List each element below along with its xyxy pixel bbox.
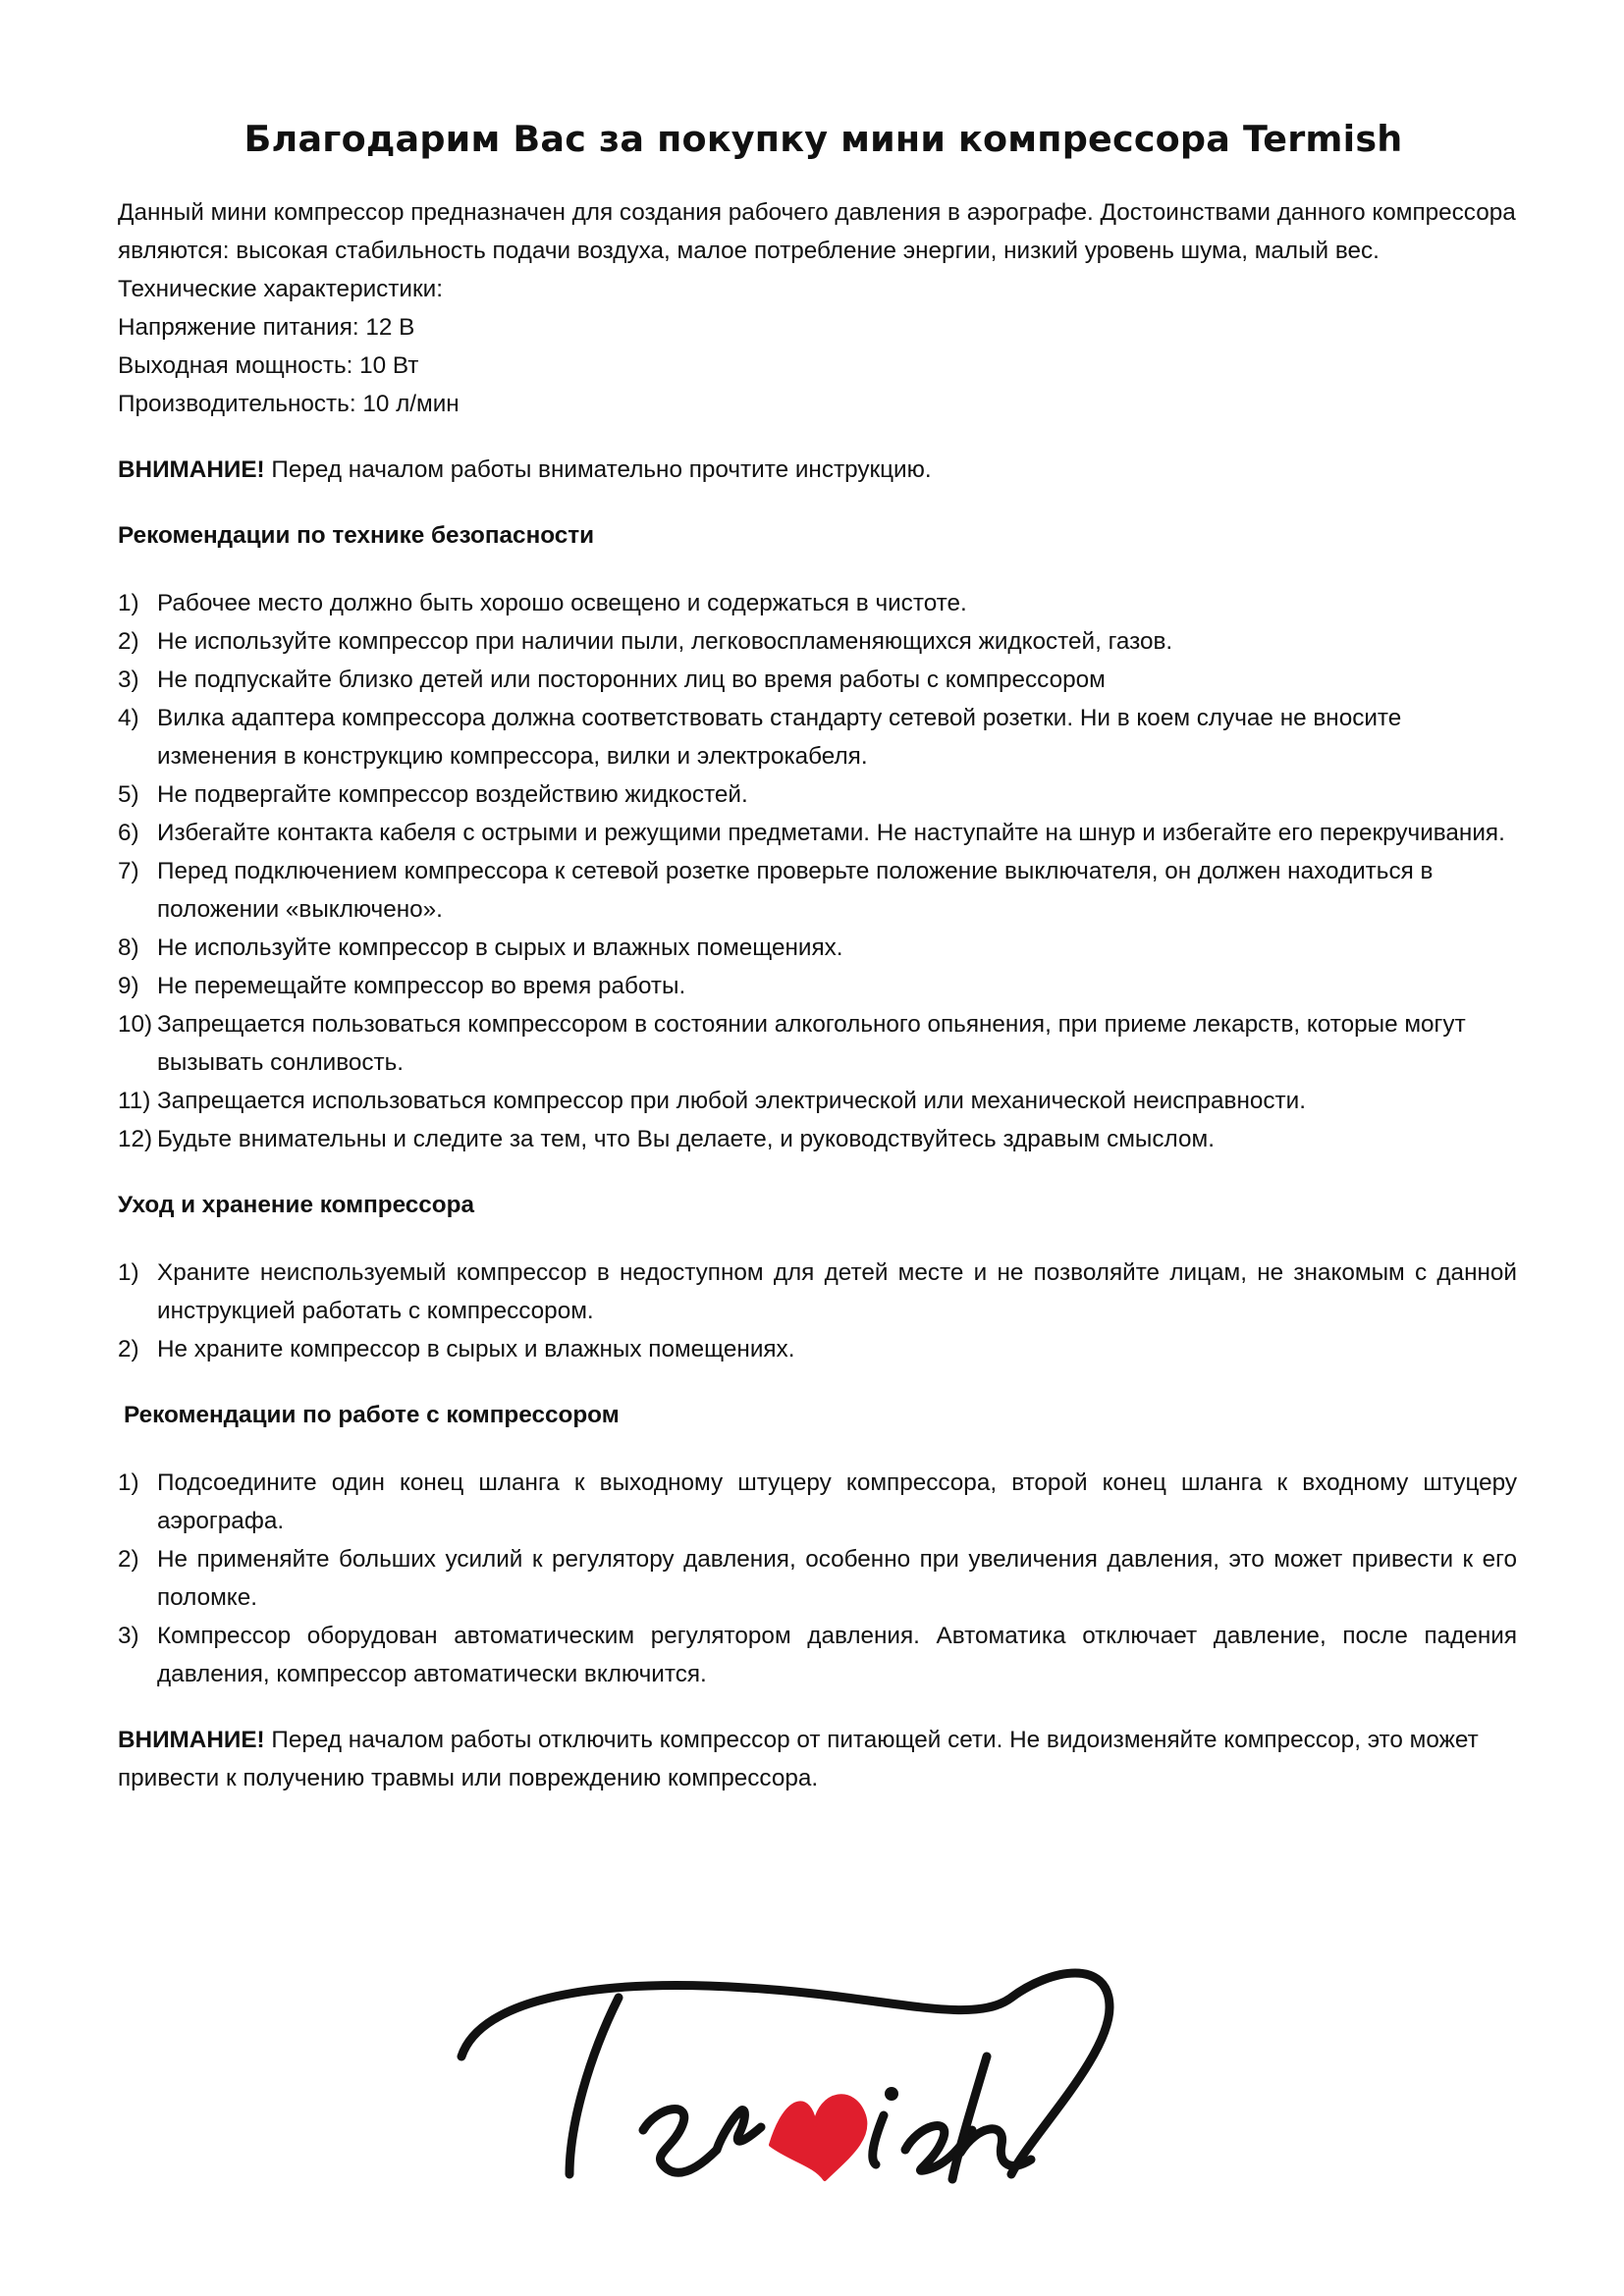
termish-logo — [422, 1939, 1208, 2194]
care-heading: Уход и хранение компрессора — [118, 1192, 474, 1218]
list-item — [118, 1005, 1517, 1082]
warning-text: Перед началом работы внимательно прочтите инструкцию. — [264, 456, 932, 483]
list-text: Не перемещайте компрессор во время работы. — [157, 973, 686, 999]
list-text: Избегайте контакта кабеля с острыми и режущими предметами. Не наступайте на шнур и избегайте его перекручивания. — [157, 820, 1505, 846]
list-item — [118, 699, 1517, 775]
list-number: 3) — [118, 667, 139, 693]
list-item — [118, 1254, 1517, 1330]
list-number: 2) — [118, 1546, 139, 1573]
list-number: 11) — [118, 1088, 151, 1114]
warning-notice-2 — [118, 1721, 1517, 1797]
list-item — [118, 1082, 1517, 1120]
warning-label: ВНИМАНИЕ! — [118, 456, 265, 483]
list-text: Рабочее место должно быть хорошо освещено и содержаться в чистоте. — [157, 590, 967, 616]
list-number: 9) — [118, 973, 139, 999]
list-number: 1) — [118, 590, 139, 616]
list-item — [118, 852, 1517, 929]
list-text: Не подпускайте близко детей или посторонних лиц во время работы с компрессором — [157, 667, 1106, 693]
warning-label: ВНИМАНИЕ! — [118, 1727, 265, 1753]
list-number: 7) — [118, 858, 139, 884]
list-text: Запрещается пользоваться компрессором в состоянии алкогольного опьянения, при приеме лекарств, которые могут вызывать сонливость. — [157, 1011, 1466, 1076]
list-text: Не храните компрессор в сырых и влажных помещениях. — [157, 1336, 795, 1362]
list-item — [118, 775, 1517, 814]
safety-heading: Рекомендации по технике безопасности — [118, 522, 595, 549]
spec-voltage: Напряжение питания: 12 В — [118, 314, 415, 341]
list-text: Вилка адаптера компрессора должна соответствовать стандарту сетевой розетки. Ни в коем случае не вносите изменения в конструкцию компрессора, вилки и электрокабеля. — [157, 705, 1402, 770]
list-number: 5) — [118, 781, 139, 808]
list-number: 2) — [118, 1336, 139, 1362]
intro-description: Данный мини компрессор предназначен для создания рабочего давления в аэрографе. Достоинствами данного компрессора являются: высокая стабильность подачи воздуха, малое потребление энергии, низкий уровень шума, малый вес. — [118, 199, 1516, 264]
list-number: 2) — [118, 628, 139, 655]
list-text: Не подвергайте компрессор воздействию жидкостей. — [157, 781, 748, 808]
warning-text: Перед началом работы отключить компрессор от питающей сети. Не видоизменяйте компрессор, это может привести к получению травмы или повреждению компрессора. — [118, 1727, 1479, 1791]
list-text: Не используйте компрессор в сырых и влажных помещениях. — [157, 934, 843, 961]
list-number: 1) — [118, 1259, 139, 1286]
list-item — [118, 967, 1517, 1005]
list-number: 6) — [118, 820, 139, 846]
safety-list — [118, 584, 1517, 1158]
list-text: Перед подключением компрессора к сетевой розетке проверьте положение выключателя, он должен находиться в положении «выключено». — [157, 858, 1434, 923]
list-text: Будьте внимательны и следите за тем, что Вы делаете, и руководствуйтесь здравым смыслом. — [157, 1126, 1215, 1152]
list-item — [118, 929, 1517, 967]
list-text: Храните неиспользуемый компрессор в недоступном для детей месте и не позволяйте лицам, не знакомым с данной инструкцией работать с компрессором. — [157, 1259, 1517, 1324]
list-number: 1) — [118, 1469, 139, 1496]
list-text: Подсоедините один конец шланга к выходному штуцеру компрессора, второй конец шланга к входному штуцеру аэрографа. — [157, 1469, 1517, 1534]
list-item — [118, 1120, 1517, 1158]
work-heading: Рекомендации по работе с компрессором — [124, 1402, 620, 1428]
list-item — [118, 1540, 1517, 1617]
care-list — [118, 1254, 1517, 1368]
list-item — [118, 661, 1517, 699]
list-item — [118, 1330, 1517, 1368]
list-text: Не применяйте больших усилий к регулятору давления, особенно при увеличения давления, это может привести к его поломке. — [157, 1546, 1517, 1611]
document-page — [118, 118, 1517, 1797]
list-text: Не используйте компрессор при наличии пыли, легковоспламеняющихся жидкостей, газов. — [157, 628, 1173, 655]
list-number: 4) — [118, 705, 139, 731]
list-item — [118, 1617, 1517, 1693]
list-number: 12) — [118, 1126, 153, 1152]
list-number: 8) — [118, 934, 139, 961]
specs-heading: Технические характеристики: — [118, 276, 443, 302]
list-number: 3) — [118, 1623, 139, 1649]
spec-power: Выходная мощность: 10 Вт — [118, 352, 419, 379]
work-list — [118, 1464, 1517, 1693]
list-item — [118, 1464, 1517, 1540]
list-text: Компрессор оборудован автоматическим регулятором давления. Автоматика отключает давление, после падения давления, компрессор автоматически включится. — [157, 1623, 1517, 1687]
page-title: Благодарим Вас за покупку мини компрессора Termish — [244, 118, 1403, 160]
spec-capacity: Производительность: 10 л/мин — [118, 391, 460, 417]
list-item — [118, 584, 1517, 622]
list-item — [118, 814, 1517, 852]
list-item — [118, 622, 1517, 661]
warning-notice-1 — [118, 451, 1517, 489]
list-text: Запрещается использоваться компрессор при любой электрической или механической неисправности. — [157, 1088, 1306, 1114]
list-number: 10) — [118, 1011, 153, 1038]
